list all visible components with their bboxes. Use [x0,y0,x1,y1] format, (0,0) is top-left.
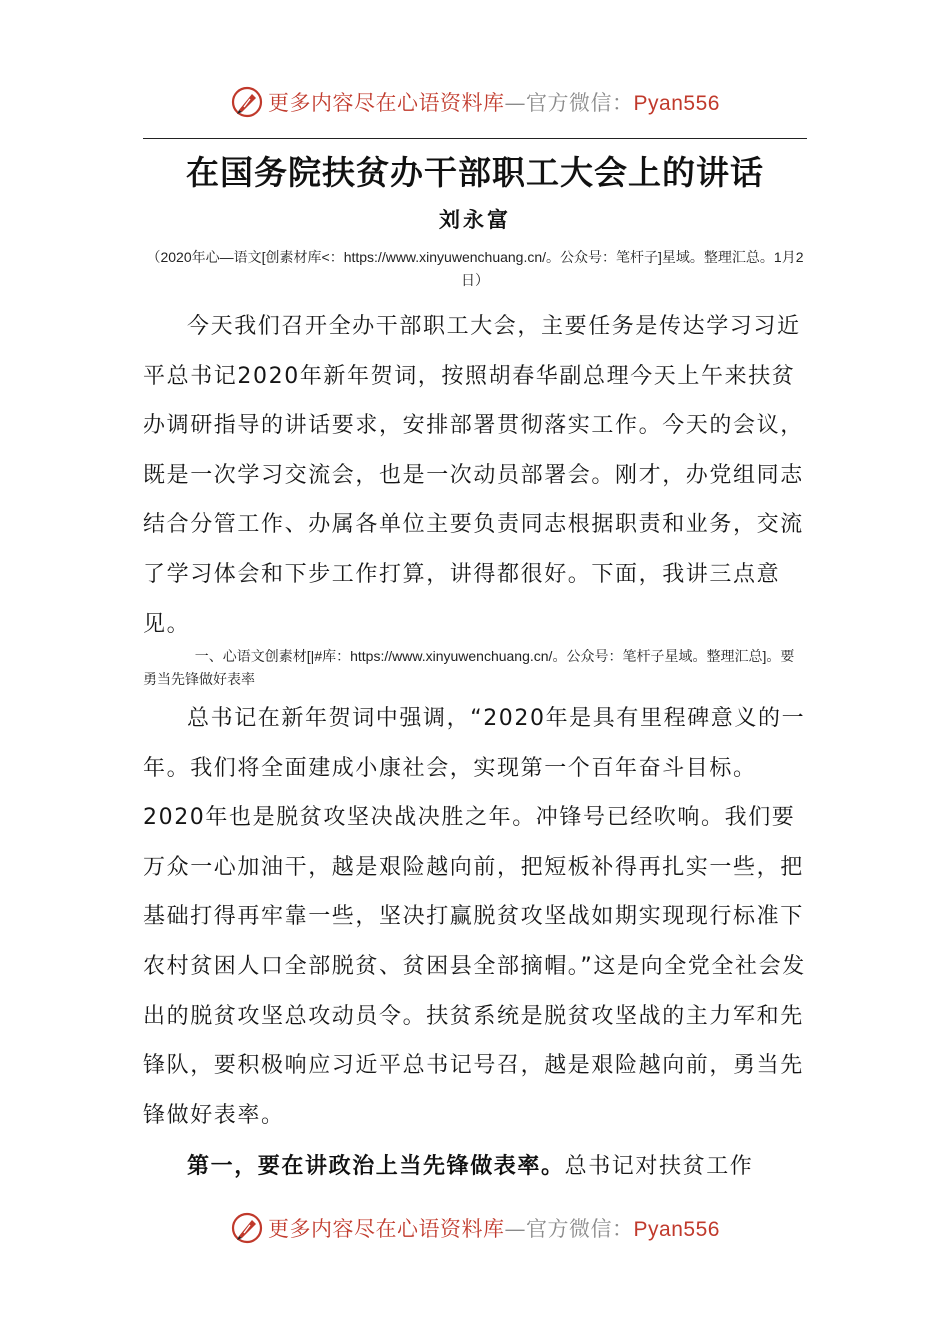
header-banner [0,82,950,122]
paragraph-2: 总书记在新年贺词中强调，“2020年是具有里程碑意义的一年。我们将全面建成小康社会，实现第一个百年奋斗目标。2020年也是脱贫攻坚决战决胜之年。冲锋号已经吹响。我们要万众一心加油干，越是艰险越向前，把短板补得再扎实一些，把基础打得再牢靠一些，坚决打赢脱贫攻坚战如期实现现行标准下农村贫困人口全部脱贫、贫困县全部摘帽。”这是向全党全社会发出的脱贫攻坚总攻动员令。扶贫系统是脱贫攻坚战的主力军和先锋队，要积极响应习近平总书记号召，越是艰险越向前，勇当先锋做好表率。 [143,706,806,1128]
banner-text [268,1213,720,1243]
banner-main-text: 更多内容尽在心语资料库 [268,91,505,115]
paragraph-3 [143,1142,807,1192]
document-title: 在国务院扶贫办干部职工大会上的讲话 [186,153,764,192]
paragraph-3-rest: 总书记对扶贫工作 [564,1154,754,1179]
footer-banner [0,1208,950,1248]
paragraph-3-lead: 第一，要在讲政治上当先锋做表率。 [187,1154,565,1179]
header-rule [143,138,807,139]
banner-dash-text: —官方微信： [504,1217,634,1241]
banner-text [268,87,720,117]
pen-nib-icon [230,85,264,119]
banner-dash-text: —官方微信： [504,91,634,115]
banner-main-text: 更多内容尽在心语资料库 [268,1217,505,1241]
pen-nib-icon [230,1211,264,1245]
paragraph-1: 今天我们召开全办干部职工大会，主要任务是传达学习习近平总书记2020年新年贺词，按照胡春华副总理今天上午来扶贫办调研指导的讲话要求，安排部署贯彻落实工作。今天的会议，既是一次学习交流会，也是一次动员部署会。刚才，办党组同志结合分管工作、办属各单位主要负责同志根据职责和业务，交流了学习体会和下步工作打算，讲得都很好。下面，我讲三点意见。 [143,314,804,637]
banner-brand-text: Pyan556 [633,1218,720,1241]
banner-brand-text: Pyan556 [633,92,720,115]
source-note: （2020年心—语文[创素材库<：https://www.xinyuwenchuang.cn/。公众号：笔杆子]星域。整理汇总。1月2日） [146,249,804,288]
section-heading: 一、心语文创素材[|#库：https://www.xinyuwenchuang.cn/。公众号：笔杆子星域。整理汇总]。要勇当先锋做好表率 [143,648,795,687]
document-author: 刘永富 [439,208,511,232]
